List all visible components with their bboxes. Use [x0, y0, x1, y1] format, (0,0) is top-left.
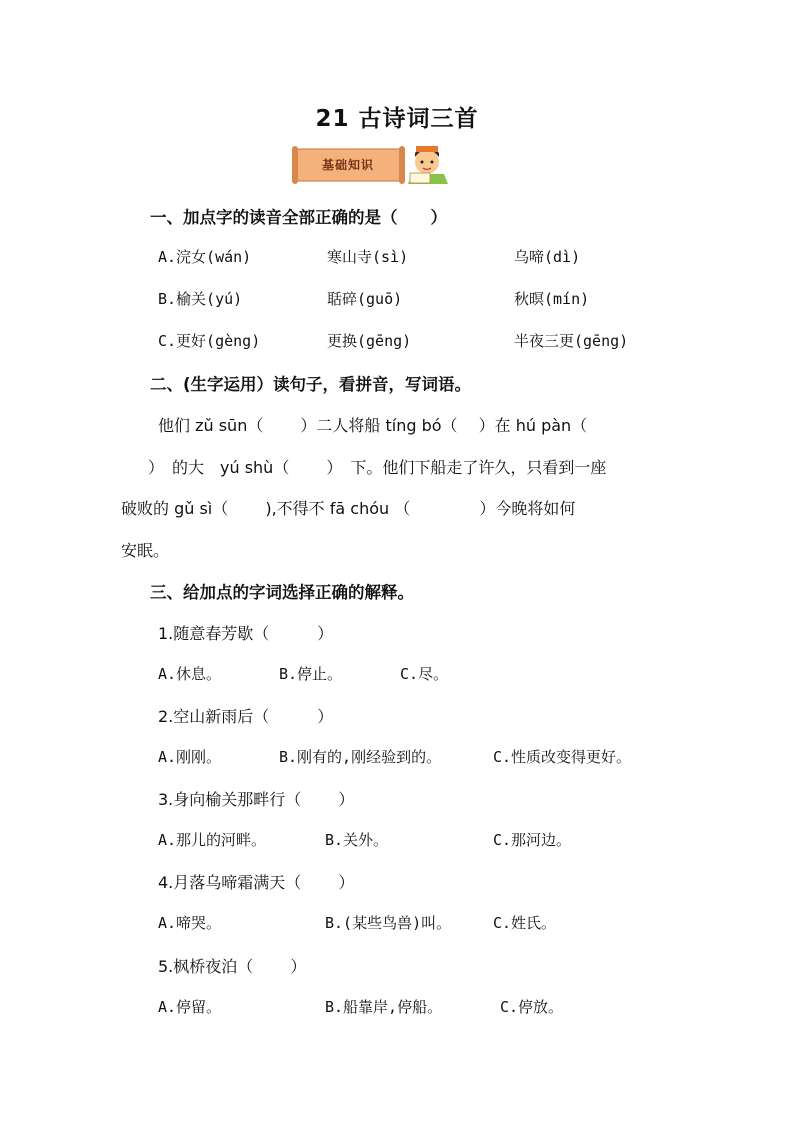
q5-option-c: C.停放。 — [500, 998, 564, 1016]
cartoon-scholar-icon — [408, 146, 448, 184]
q5-option-a: A.停留。 — [158, 998, 222, 1016]
s1-option: 乌啼(dì) — [514, 248, 581, 266]
s2-line: ） 的大 yú shù（ ） 下。他们下船走了许久，只看到一座 — [148, 458, 607, 477]
s1-option: A.浣女(wán) — [158, 248, 252, 266]
s1-option: 聒碎(guō) — [327, 290, 403, 308]
q1-option-a: A.休息。 — [158, 665, 222, 683]
banner-label: 基础知识 — [322, 158, 375, 172]
s2-line: 他们 zǔ sūn（ ）二人将船 tíng bó（ ）在 hú pàn（ — [158, 416, 588, 435]
q2-option-a: A.刚刚。 — [158, 748, 222, 766]
q1-stem: 1.随意春芳歇（ ） — [158, 624, 334, 643]
page-title: 21 古诗词三首 — [315, 106, 479, 132]
q4-stem: 4.月落乌啼霜满天（ ） — [158, 873, 355, 892]
section1-heading: 一、加点字的读音全部正确的是（ ） — [150, 208, 447, 227]
s1-option: B.榆关(yú) — [158, 290, 243, 308]
s2-line: 破败的 gǔ sì（ ),不得不 fā chóu （ ）今晚将如何 — [121, 499, 576, 518]
s2-line: 安眠。 — [121, 541, 170, 560]
q1-option-c: C.尽。 — [400, 665, 449, 683]
s1-option: 半夜三更(gēng) — [514, 332, 629, 350]
q3-option-b: B.关外。 — [325, 831, 389, 849]
s1-option: 更换(gēng) — [327, 332, 412, 350]
q5-option-b: B.船靠岸,停船。 — [325, 998, 443, 1016]
q4-option-b: B.(某些鸟兽)叫。 — [325, 914, 452, 932]
section2-heading: 二、(生字运用）读句子，看拼音，写词语。 — [150, 375, 472, 394]
s1-option: 秋暝(mín) — [514, 290, 590, 308]
q4-option-a: A.啼哭。 — [158, 914, 222, 932]
q4-option-c: C.姓氏。 — [493, 914, 557, 932]
q3-option-a: A.那儿的河畔。 — [158, 831, 267, 849]
s1-option: 寒山寺(sì) — [327, 248, 409, 266]
section3-heading: 三、给加点的字词选择正确的解释。 — [150, 583, 414, 602]
q3-stem: 3.身向榆关那畔行（ ） — [158, 790, 355, 809]
q2-option-b: B.刚有的,刚经验到的。 — [279, 748, 442, 766]
basic-knowledge-banner — [290, 140, 452, 188]
q1-option-b: B.停止。 — [279, 665, 343, 683]
q5-stem: 5.枫桥夜泊（ ） — [158, 957, 307, 976]
q2-option-c: C.性质改变得更好。 — [493, 748, 632, 766]
q2-stem: 2.空山新雨后（ ） — [158, 707, 334, 726]
s1-option: C.更好(gèng) — [158, 332, 261, 350]
q3-option-c: C.那河边。 — [493, 831, 572, 849]
